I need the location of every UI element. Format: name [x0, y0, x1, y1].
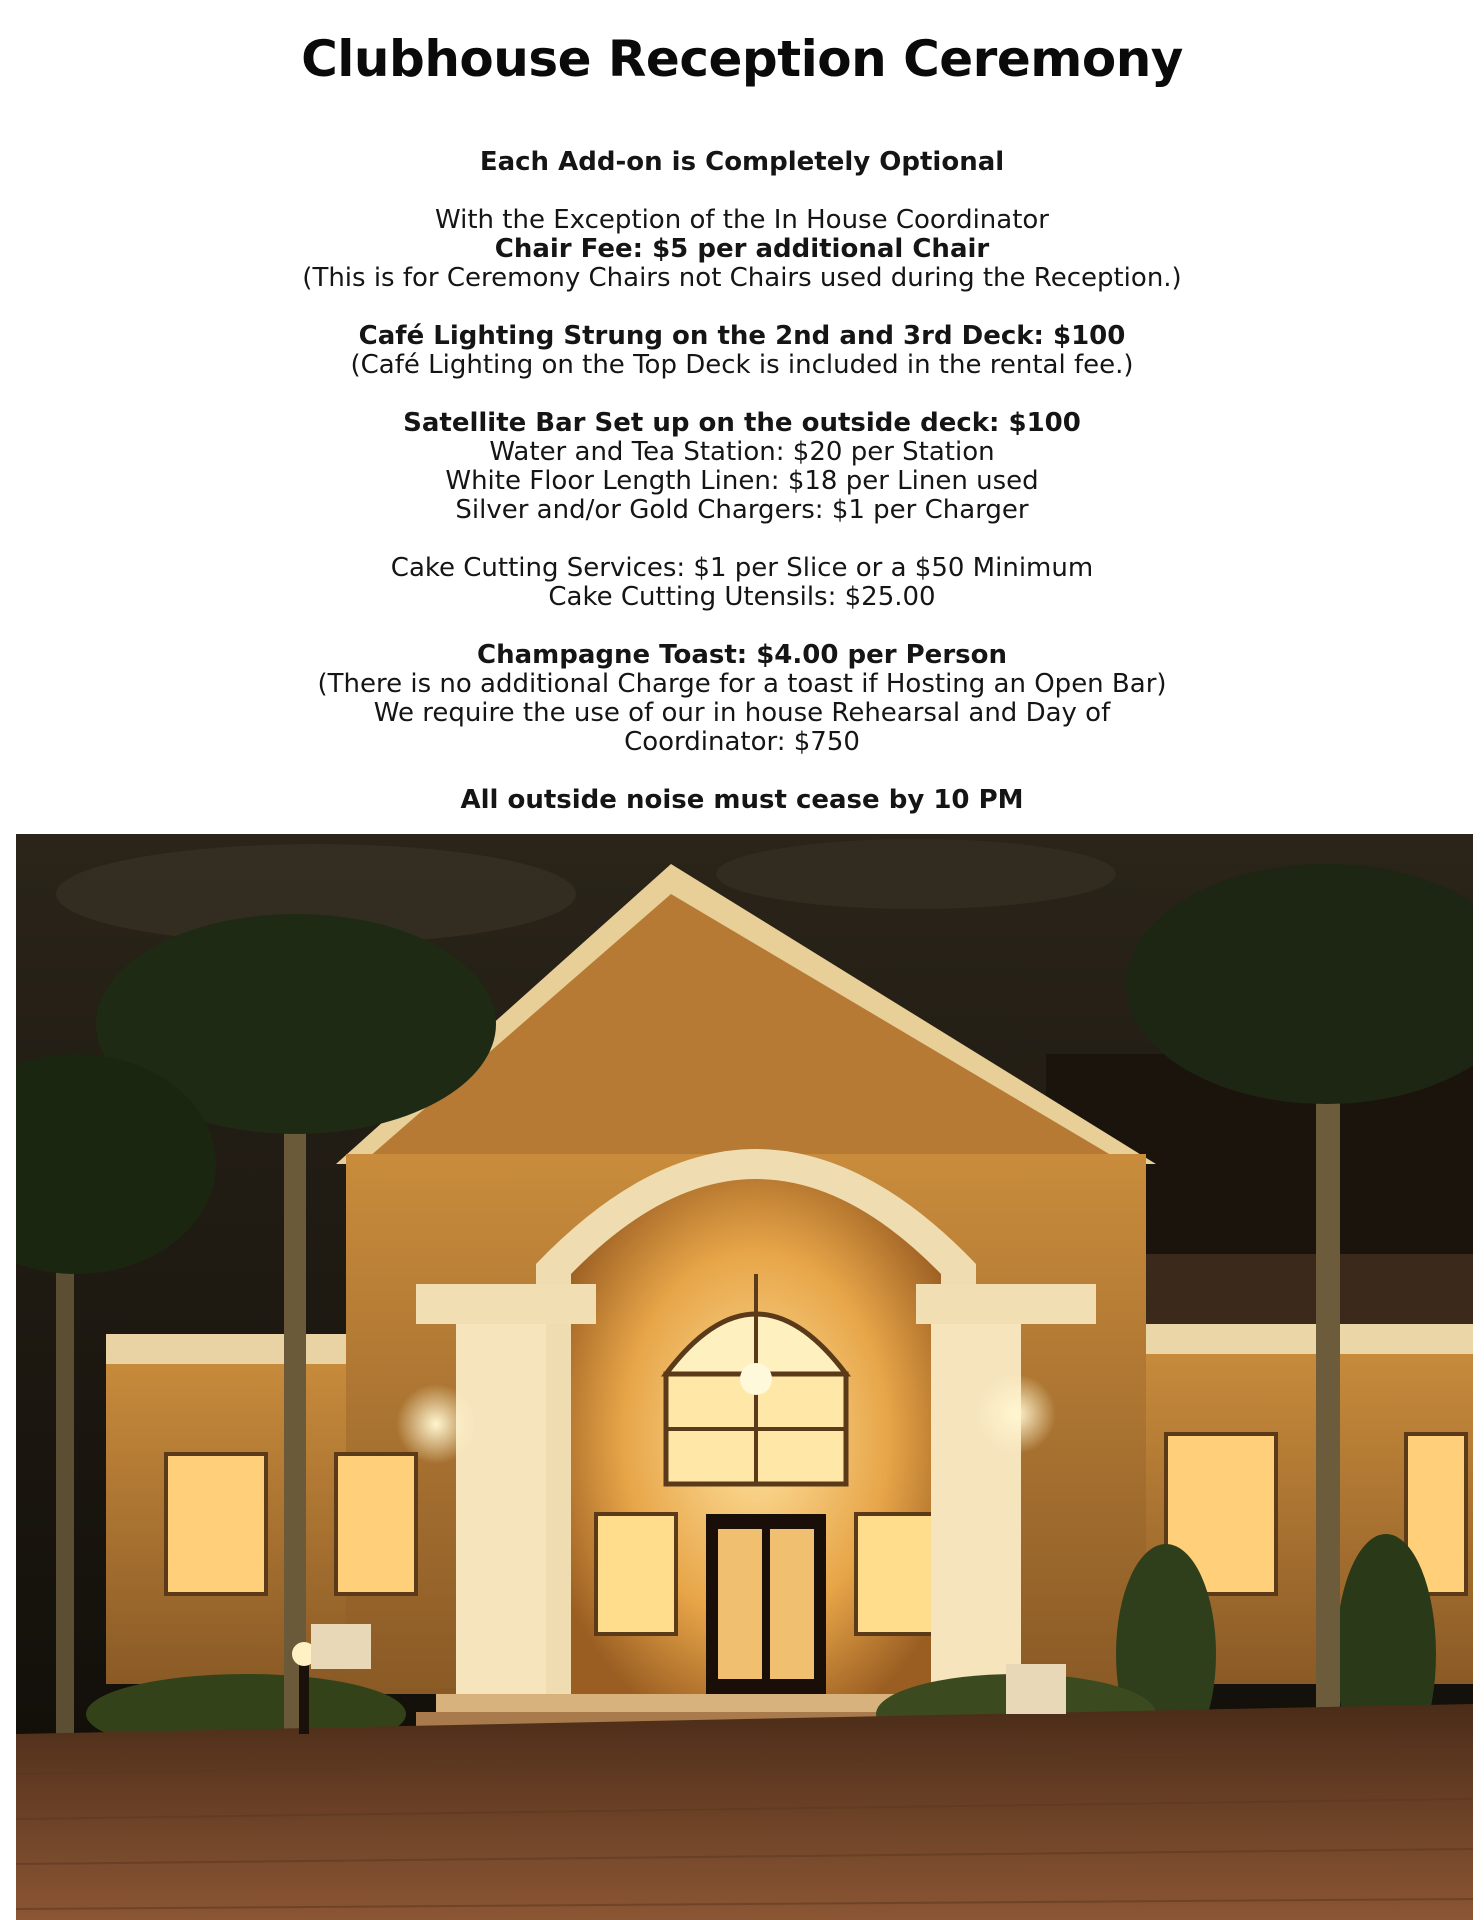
detail-line: Silver and/or Gold Chargers: $1 per Charger	[455, 495, 1029, 525]
clubhouse-night-illustration	[16, 834, 1473, 1920]
detail-line: White Floor Length Linen: $18 per Linen used	[445, 466, 1039, 496]
spacer	[242, 380, 1242, 409]
section-heading: Champagne Toast: $4.00 per Person	[476, 640, 1007, 670]
detail-line: Cake Cutting Services: $1 per Slice or a $50 Minimum	[390, 553, 1094, 583]
detail-line: Coordinator: $750	[624, 727, 860, 757]
page-title: Clubhouse Reception Ceremony	[301, 30, 1183, 88]
detail-line: (This is for Ceremony Chairs not Chairs used during the Reception.)	[302, 263, 1182, 293]
detail-line: (There is no additional Charge for a toast if Hosting an Open Bar)	[317, 669, 1167, 699]
spacer	[242, 757, 1242, 786]
section-heading: Café Lighting Strung on the 2nd and 3rd Deck: $100	[358, 321, 1126, 351]
detail-line: Water and Tea Station: $20 per Station	[489, 437, 995, 467]
spacer	[242, 612, 1242, 641]
spacer	[242, 177, 1242, 206]
section-heading: All outside noise must cease by 10 PM	[460, 785, 1024, 815]
section-heading: Each Add-on is Completely Optional	[479, 147, 1005, 177]
section-heading: Chair Fee: $5 per additional Chair	[494, 234, 990, 264]
section-heading: Satellite Bar Set up on the outside deck: $100	[403, 408, 1081, 438]
add-on-list	[242, 148, 1242, 815]
detail-line: Cake Cutting Utensils: $25.00	[548, 582, 936, 612]
spacer	[242, 293, 1242, 322]
spacer	[242, 525, 1242, 554]
detail-line: With the Exception of the In House Coordinator	[435, 205, 1049, 235]
detail-line: We require the use of our in house Rehearsal and Day of	[373, 698, 1111, 728]
clubhouse-photo	[16, 834, 1473, 1920]
detail-line: (Café Lighting on the Top Deck is included in the rental fee.)	[350, 350, 1134, 380]
